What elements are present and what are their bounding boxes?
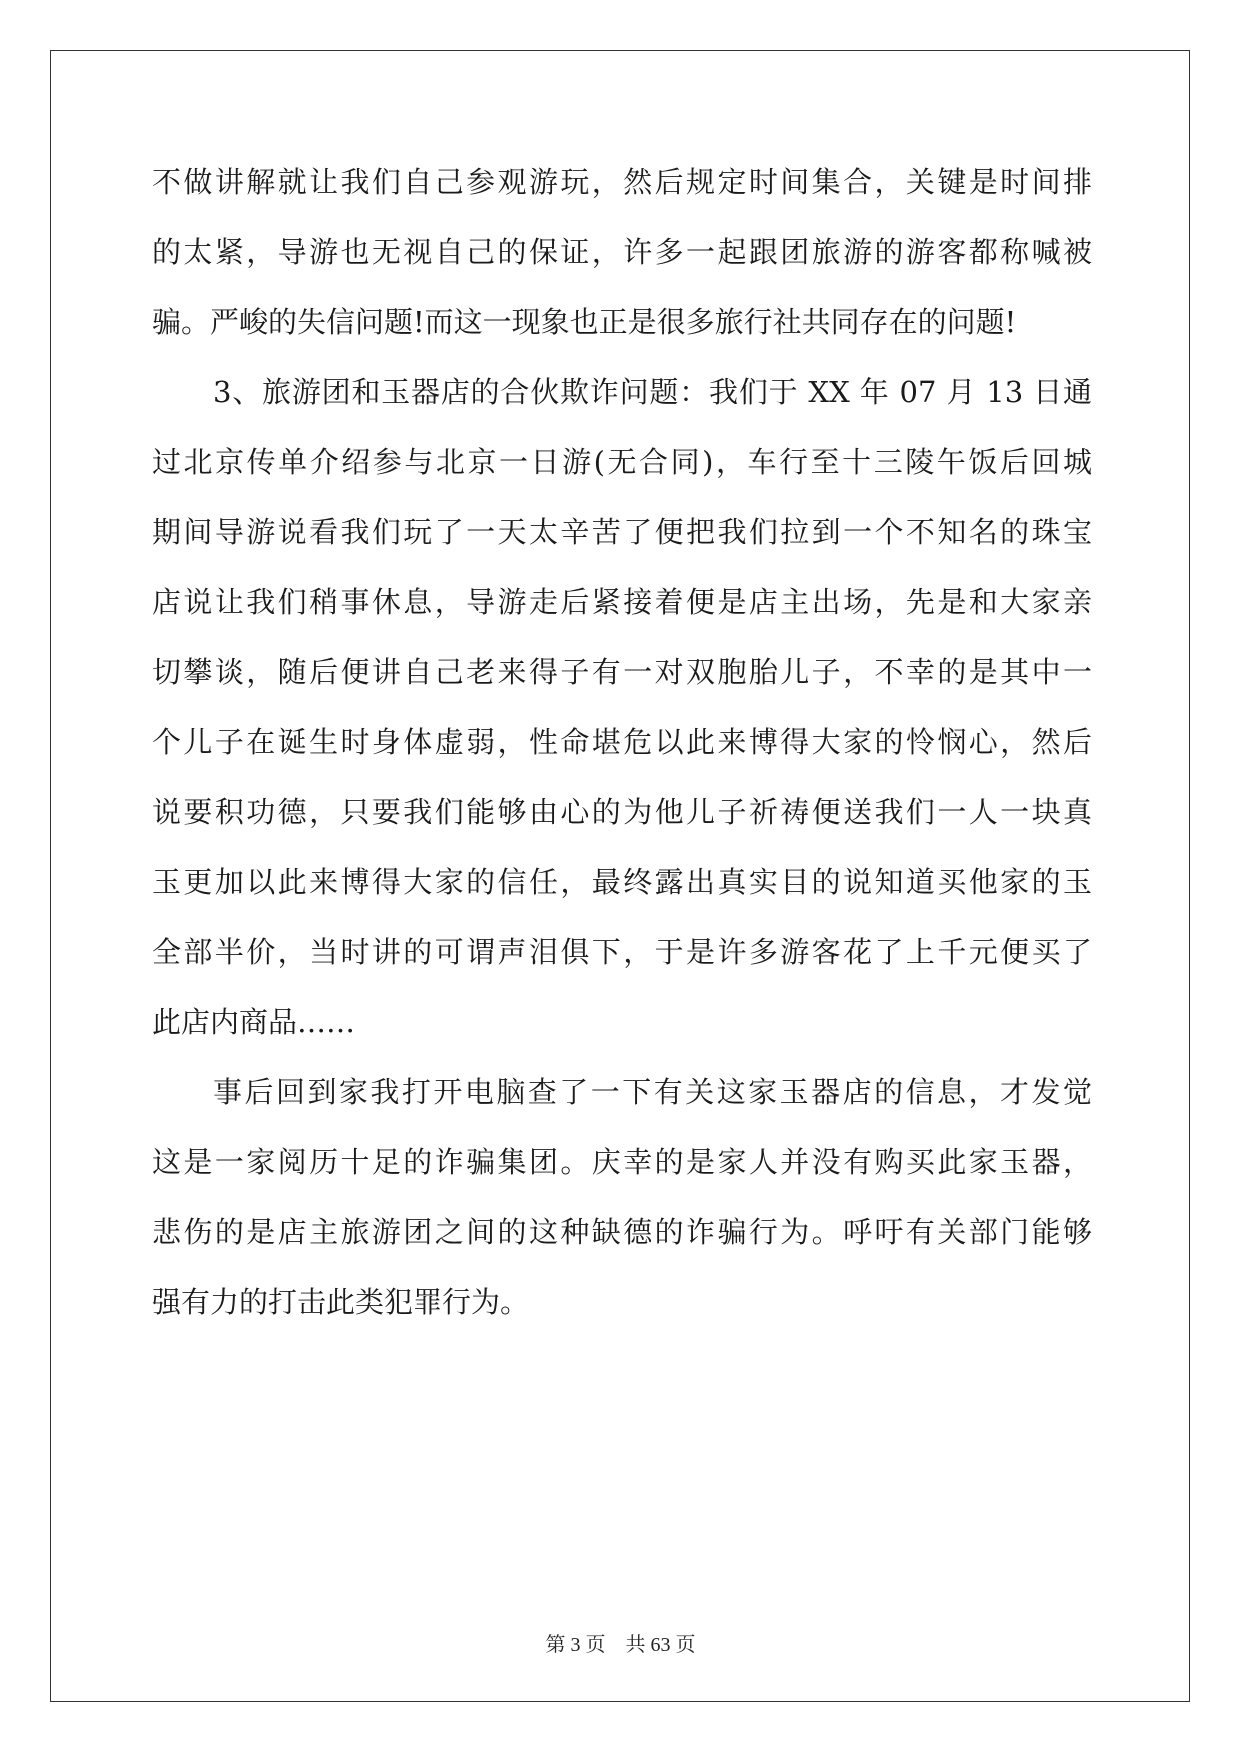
page-number-label: 第 3 页 共 63 页 xyxy=(545,1634,696,1656)
text-line: 过北京传单介绍参与北京一日游(无合同)，车行至十三陵午饭后回城 xyxy=(152,445,1092,479)
text-line: 悲伤的是店主旅游团之间的这种缺德的诈骗行为。呼吁有关部门能够 xyxy=(152,1215,1092,1249)
text-line: 事后回到家我打开电脑查了一下有关这家玉器店的信息，才发觉 xyxy=(213,1075,1092,1109)
text-line: 强有力的打击此类犯罪行为。 xyxy=(152,1285,530,1319)
text-line: 的太紧，导游也无视自己的保证，许多一起跟团旅游的游客都称喊被 xyxy=(152,235,1092,269)
page-footer xyxy=(0,1628,1241,1657)
text-line: 3、旅游团和玉器店的合伙欺诈问题：我们于 XX 年 07 月 13 日通 xyxy=(213,375,1092,409)
text-line: 切攀谈，随后便讲自己老来得子有一对双胞胎儿子，不幸的是其中一 xyxy=(152,655,1092,689)
text-line: 玉更加以此来博得大家的信任，最终露出真实目的说知道买他家的玉 xyxy=(152,865,1092,899)
text-line: 店说让我们稍事休息，导游走后紧接着便是店主出场，先是和大家亲 xyxy=(152,585,1092,619)
text-line: 全部半价，当时讲的可谓声泪俱下，于是许多游客花了上千元便买了 xyxy=(152,935,1092,969)
text-line: 说要积功德，只要我们能够由心的为他儿子祈祷便送我们一人一块真 xyxy=(152,795,1092,829)
text-line: 这是一家阅历十足的诈骗集团。庆幸的是家人并没有购买此家玉器， xyxy=(152,1145,1092,1179)
text-line: 骗。严峻的失信问题!而这一现象也正是很多旅行社共同存在的问题! xyxy=(152,305,1017,339)
text-line: 个儿子在诞生时身体虚弱，性命堪危以此来博得大家的怜悯心，然后 xyxy=(152,725,1092,759)
text-line: 此店内商品…… xyxy=(152,1005,356,1039)
text-line: 期间导游说看我们玩了一天太辛苦了便把我们拉到一个不知名的珠宝 xyxy=(152,515,1092,549)
text-line: 不做讲解就让我们自己参观游玩，然后规定时间集合，关键是时间排 xyxy=(152,165,1092,199)
document-body xyxy=(152,162,1092,1352)
